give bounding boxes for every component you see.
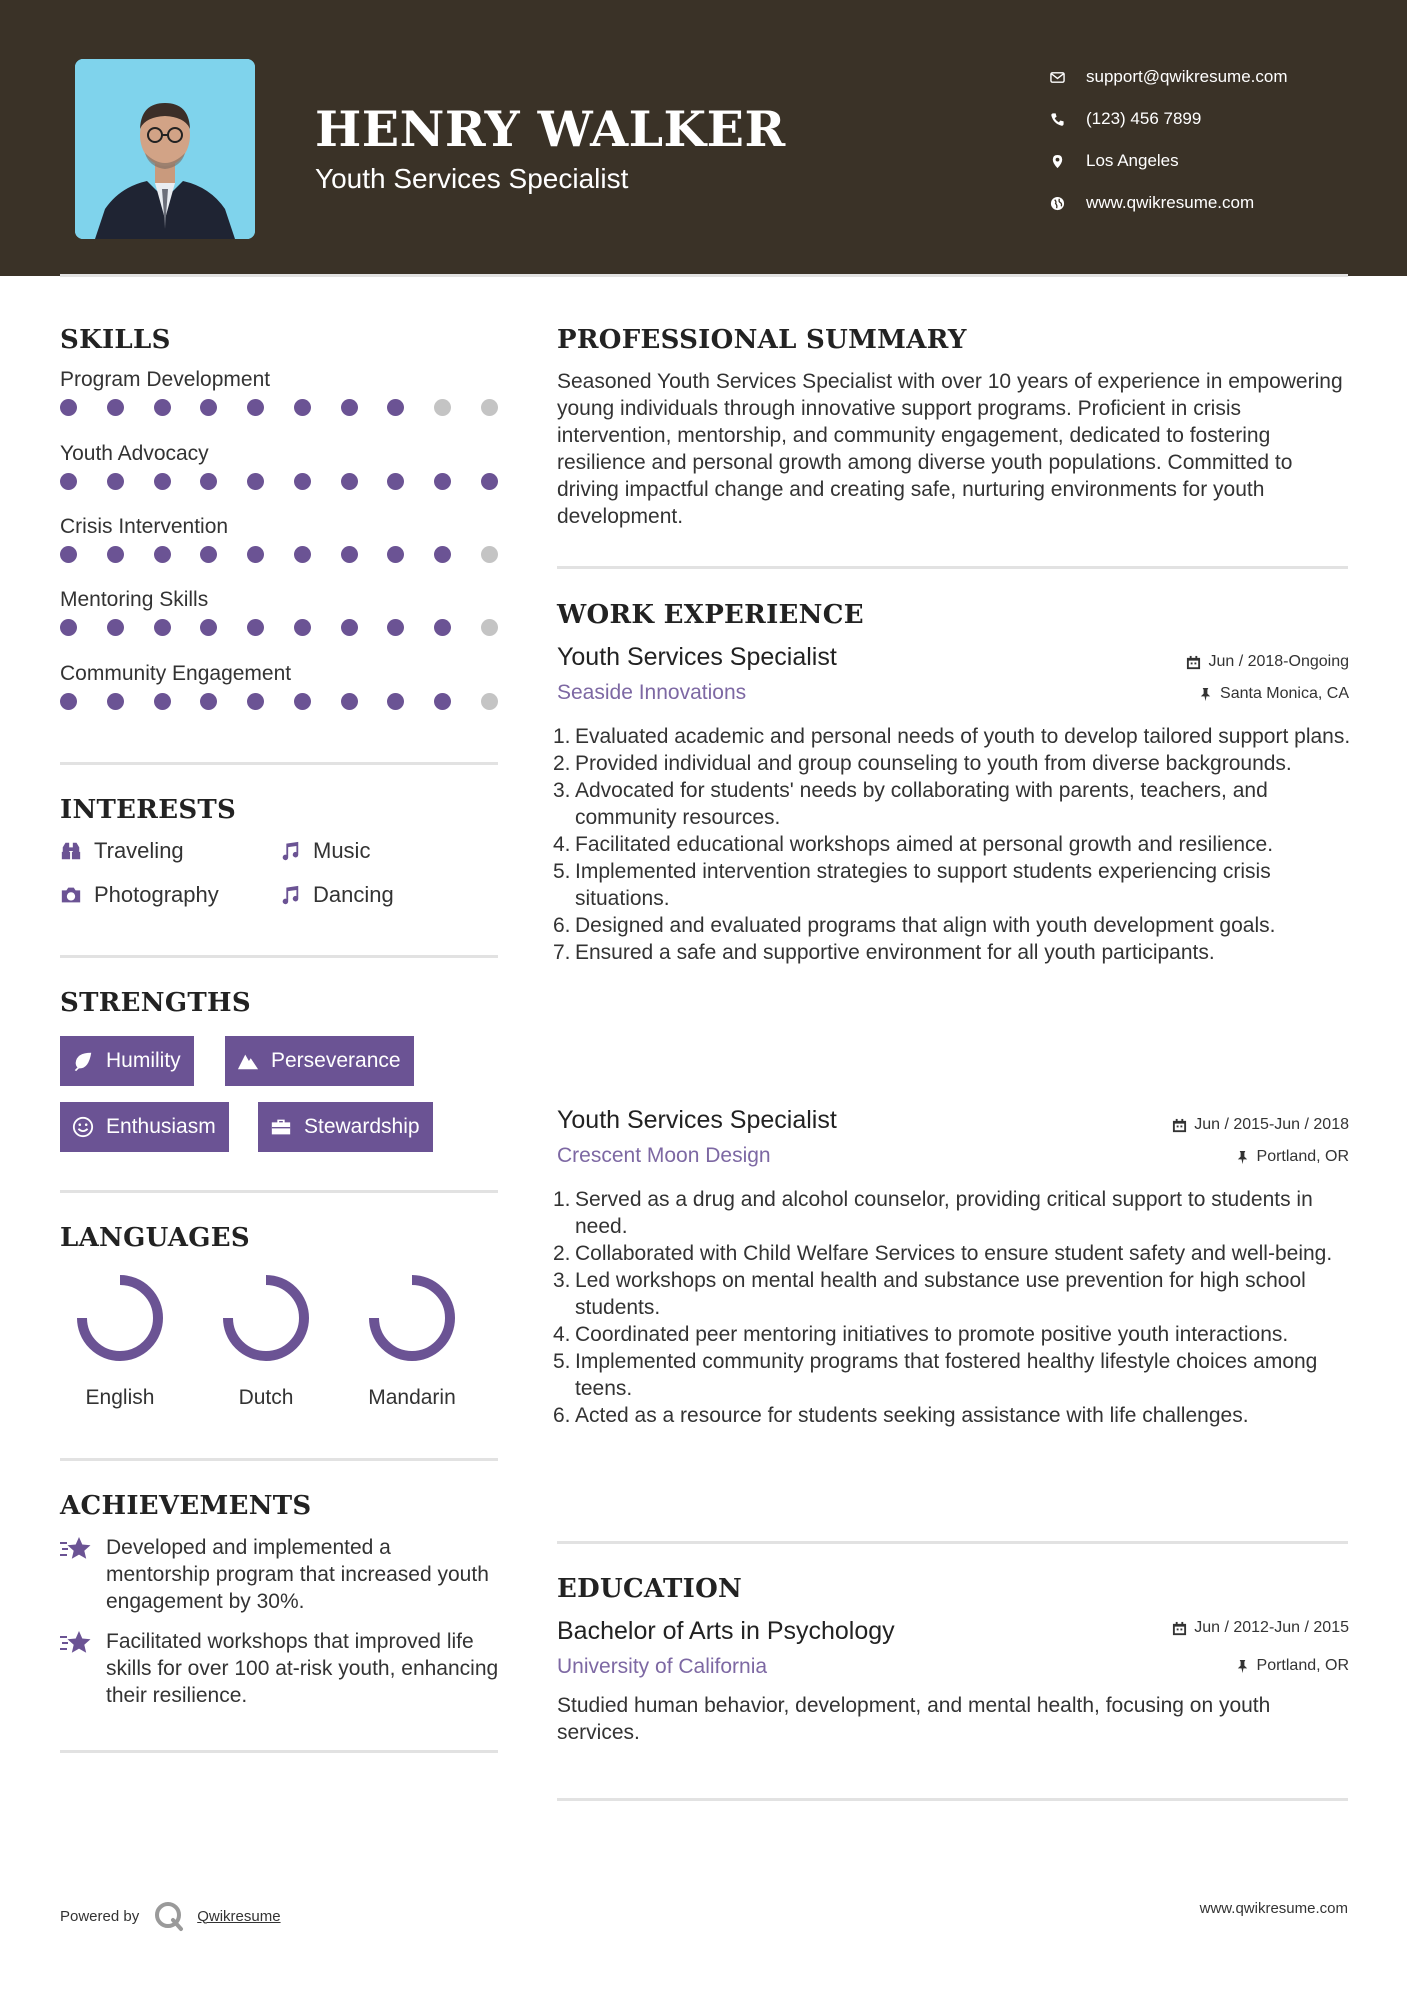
pin-icon — [1235, 1150, 1250, 1165]
rating-dot-filled — [60, 546, 77, 563]
list-item: 3. Led workshops on mental health and substance use prevention for high school students. — [553, 1269, 1306, 1319]
strength-label: Stewardship — [304, 1115, 420, 1138]
envelope-icon — [1050, 70, 1086, 85]
section-divider — [60, 1190, 498, 1193]
list-item: 6. Acted as a resource for students seeking assistance with life challenges. — [553, 1404, 1249, 1427]
contact-list — [1050, 56, 1390, 224]
strength-badge — [258, 1102, 433, 1152]
list-item: 2. Collaborated with Child Welfare Services to ensure student safety and well-being. — [553, 1242, 1333, 1265]
language-proficiency-ring — [366, 1272, 458, 1364]
rating-dot-filled — [60, 399, 77, 416]
contact-location-text: Los Angeles — [1086, 151, 1179, 170]
strength-label: Humility — [106, 1049, 181, 1072]
section-divider — [557, 1541, 1348, 1544]
language-item — [50, 1272, 190, 1410]
rating-dot-empty — [481, 399, 498, 416]
education-description: Studied human behavior, development, and mental health, focusing on youth services. — [557, 1694, 1271, 1744]
skill-rating — [60, 619, 498, 636]
school-name: University of California — [557, 1655, 768, 1678]
music-icon — [279, 840, 301, 862]
section-divider — [557, 1798, 1348, 1801]
strength-badge — [60, 1102, 229, 1152]
rating-dot-filled — [247, 693, 264, 710]
rating-dot-filled — [341, 693, 358, 710]
calendar-icon — [1172, 1118, 1187, 1133]
proficiency-arc — [228, 1280, 304, 1356]
rating-dot-filled — [60, 473, 77, 490]
rating-dot-filled — [200, 619, 217, 636]
footer-website[interactable]: www.qwikresume.com — [1199, 1900, 1348, 1917]
proficiency-arc — [374, 1280, 450, 1356]
section-divider — [60, 1458, 498, 1461]
pin-icon — [1235, 1659, 1250, 1674]
rating-dot-filled — [387, 693, 404, 710]
job-location — [1235, 1148, 1349, 1166]
interest-item — [60, 838, 184, 864]
rating-dot-filled — [341, 619, 358, 636]
strength-badge — [225, 1036, 414, 1086]
rating-dot-filled — [434, 546, 451, 563]
rating-dot-empty — [481, 693, 498, 710]
rating-dot-filled — [387, 619, 404, 636]
job-title: Youth Services Specialist — [557, 1106, 837, 1134]
achievement-item — [60, 1534, 500, 1615]
degree-title: Bachelor of Arts in Psychology — [557, 1617, 895, 1645]
mountain-icon — [237, 1050, 259, 1072]
rating-dot-filled — [434, 619, 451, 636]
rating-dot-filled — [60, 619, 77, 636]
job-dates — [1186, 653, 1349, 671]
resume-header — [0, 0, 1407, 276]
rating-dot-filled — [107, 693, 124, 710]
header-divider — [60, 274, 1348, 277]
rating-dot-filled — [154, 473, 171, 490]
list-item: 2. Provided individual and group counseling to youth from diverse backgrounds. — [553, 752, 1292, 775]
skill-name: Mentoring Skills — [60, 588, 209, 611]
company-name: Crescent Moon Design — [557, 1144, 771, 1167]
language-name: English — [85, 1386, 155, 1409]
map-pin-icon — [1050, 154, 1086, 169]
profile-photo — [75, 59, 255, 239]
experience-heading: WORK EXPERIENCE — [557, 600, 864, 630]
skill-name: Program Development — [60, 368, 271, 391]
section-divider — [60, 1750, 498, 1753]
list-item: 7. Ensured a safe and supportive environment for all youth participants. — [553, 941, 1215, 964]
skills-heading: SKILLS — [60, 325, 171, 355]
language-proficiency-ring — [74, 1272, 166, 1364]
skill-item — [60, 441, 500, 490]
list-item: 4. Facilitated educational workshops aimed at personal growth and resilience. — [553, 833, 1274, 856]
contact-website-text: www.qwikresume.com — [1086, 193, 1255, 212]
achievements-heading: ACHIEVEMENTS — [60, 1491, 312, 1521]
education-dates — [1172, 1619, 1349, 1637]
list-item: 1. Evaluated academic and personal needs of youth to develop tailored support plans. — [553, 725, 1351, 748]
interest-item — [279, 882, 394, 908]
rating-dot-filled — [107, 399, 124, 416]
job-dates — [1172, 1116, 1349, 1134]
summary-heading: PROFESSIONAL SUMMARY — [557, 325, 967, 355]
calendar-icon — [1172, 1621, 1187, 1636]
binoculars-icon — [60, 840, 82, 862]
rating-dot-filled — [60, 693, 77, 710]
footer-powered-by — [60, 1900, 281, 1932]
job-location — [1198, 685, 1349, 703]
skill-item — [60, 367, 500, 416]
rating-dot-filled — [107, 619, 124, 636]
proficiency-arc — [82, 1280, 158, 1356]
rating-dot-filled — [387, 399, 404, 416]
strength-label: Perseverance — [271, 1049, 401, 1072]
qwikresume-logo-icon — [153, 1900, 185, 1932]
rating-dot-filled — [247, 399, 264, 416]
rating-dot-filled — [154, 546, 171, 563]
skill-rating — [60, 546, 498, 563]
rating-dot-filled — [434, 693, 451, 710]
list-item: 4. Coordinated peer mentoring initiatives to promote positive youth interactions. — [553, 1323, 1289, 1346]
rating-dot-filled — [434, 473, 451, 490]
interest-label: Dancing — [313, 882, 394, 907]
qwikresume-link[interactable]: Qwikresume — [197, 1907, 281, 1925]
star-icon — [60, 1630, 92, 1658]
contact-location — [1050, 140, 1390, 182]
interest-item — [60, 882, 219, 908]
skill-name: Youth Advocacy — [60, 442, 209, 465]
skill-rating — [60, 399, 498, 416]
rating-dot-filled — [200, 693, 217, 710]
language-name: Dutch — [238, 1386, 294, 1409]
list-item: 6. Designed and evaluated programs that align with youth development goals. — [553, 914, 1276, 937]
section-divider — [60, 955, 498, 958]
strength-label: Enthusiasm — [106, 1115, 216, 1138]
rating-dot-filled — [247, 473, 264, 490]
job-dates-text: Jun / 2018-Ongoing — [1208, 653, 1349, 670]
smile-icon — [72, 1116, 94, 1138]
briefcase-icon — [270, 1116, 292, 1138]
rating-dot-filled — [387, 473, 404, 490]
rating-dot-filled — [247, 546, 264, 563]
list-item: 3. Advocated for students' needs by collaborating with parents, teachers, and community resources. — [553, 779, 1268, 829]
pin-icon — [1198, 687, 1213, 702]
job-dates-text: Jun / 2015-Jun / 2018 — [1194, 1116, 1349, 1133]
education-heading: EDUCATION — [557, 1574, 743, 1604]
list-item: 5. Implemented community programs that fostered healthy lifestyle choices among teens. — [553, 1350, 1318, 1400]
section-divider — [557, 566, 1348, 569]
rating-dot-filled — [294, 619, 311, 636]
rating-dot-filled — [294, 473, 311, 490]
rating-dot-filled — [107, 546, 124, 563]
rating-dot-empty — [481, 546, 498, 563]
rating-dot-filled — [107, 473, 124, 490]
skill-item — [60, 661, 500, 710]
skill-name: Community Engagement — [60, 662, 292, 685]
rating-dot-filled — [247, 619, 264, 636]
interest-label: Traveling — [94, 838, 184, 863]
candidate-name: HENRY WALKER — [315, 100, 786, 158]
rating-dot-filled — [154, 619, 171, 636]
language-proficiency-ring — [220, 1272, 312, 1364]
rating-dot-filled — [154, 399, 171, 416]
globe-icon — [1050, 196, 1086, 211]
rating-dot-filled — [341, 399, 358, 416]
rating-dot-filled — [200, 546, 217, 563]
skill-item — [60, 587, 500, 636]
camera-icon — [60, 884, 82, 906]
skill-rating — [60, 473, 498, 490]
strength-badge — [60, 1036, 194, 1086]
contact-phone[interactable] — [1050, 98, 1390, 140]
interest-item — [279, 838, 370, 864]
interest-label: Music — [313, 838, 371, 863]
rating-dot-filled — [341, 546, 358, 563]
language-item — [196, 1272, 336, 1410]
rating-dot-empty — [481, 619, 498, 636]
achievement-item — [60, 1628, 500, 1709]
education-dates-text: Jun / 2012-Jun / 2015 — [1194, 1619, 1349, 1636]
job-title: Youth Services Specialist — [557, 643, 837, 671]
leaf-icon — [72, 1050, 94, 1072]
rating-dot-filled — [481, 473, 498, 490]
language-name: Mandarin — [368, 1386, 456, 1409]
rating-dot-empty — [434, 399, 451, 416]
star-icon — [60, 1536, 92, 1564]
achievement-text: Developed and implemented a mentorship program that increased youth engagement by 30%. — [106, 1536, 489, 1613]
contact-email[interactable] — [1050, 56, 1390, 98]
summary-text: Seasoned Youth Services Specialist with over 10 years of experience in empowering young individuals through innovative support programs. Proficient in crisis intervention, mentorship, and community engagement, dedicated to fostering resilience and personal growth among diverse youth populations. Committed to driving impactful change and creating safe, nurturing environments for youth development. — [557, 370, 1343, 528]
contact-phone-text: (123) 456 7899 — [1086, 109, 1202, 128]
rating-dot-filled — [294, 399, 311, 416]
job-duties — [553, 1186, 1356, 1429]
contact-website[interactable] — [1050, 182, 1390, 224]
rating-dot-filled — [154, 693, 171, 710]
contact-email-text: support@qwikresume.com — [1086, 67, 1288, 86]
job-location-text: Portland, OR — [1256, 1148, 1349, 1165]
skill-rating — [60, 693, 498, 710]
skill-name: Crisis Intervention — [60, 515, 229, 538]
language-item — [342, 1272, 482, 1410]
interests-heading: INTERESTS — [60, 795, 237, 825]
rating-dot-filled — [294, 693, 311, 710]
rating-dot-filled — [387, 546, 404, 563]
job-location-text: Santa Monica, CA — [1220, 685, 1349, 702]
rating-dot-filled — [294, 546, 311, 563]
phone-icon — [1050, 112, 1086, 127]
skill-item — [60, 514, 500, 563]
music-icon — [279, 884, 301, 906]
job-duties — [553, 723, 1356, 966]
education-location-text: Portland, OR — [1256, 1657, 1349, 1674]
rating-dot-filled — [200, 473, 217, 490]
interest-label: Photography — [94, 882, 219, 907]
powered-by-label: Powered by — [60, 1907, 140, 1925]
strengths-heading: STRENGTHS — [60, 988, 251, 1018]
rating-dot-filled — [200, 399, 217, 416]
education-location — [1235, 1657, 1349, 1675]
list-item: 5. Implemented intervention strategies to support students experiencing crisis situations. — [553, 860, 1271, 910]
list-item: 1. Served as a drug and alcohol counselor, providing critical support to students in need. — [553, 1188, 1313, 1238]
rating-dot-filled — [341, 473, 358, 490]
company-name: Seaside Innovations — [557, 681, 747, 704]
calendar-icon — [1186, 655, 1201, 670]
candidate-title: Youth Services Specialist — [315, 163, 629, 194]
languages-heading: LANGUAGES — [60, 1223, 250, 1253]
section-divider — [60, 762, 498, 765]
achievement-text: Facilitated workshops that improved life skills for over 100 at-risk youth, enhancing their resilience. — [106, 1630, 499, 1707]
